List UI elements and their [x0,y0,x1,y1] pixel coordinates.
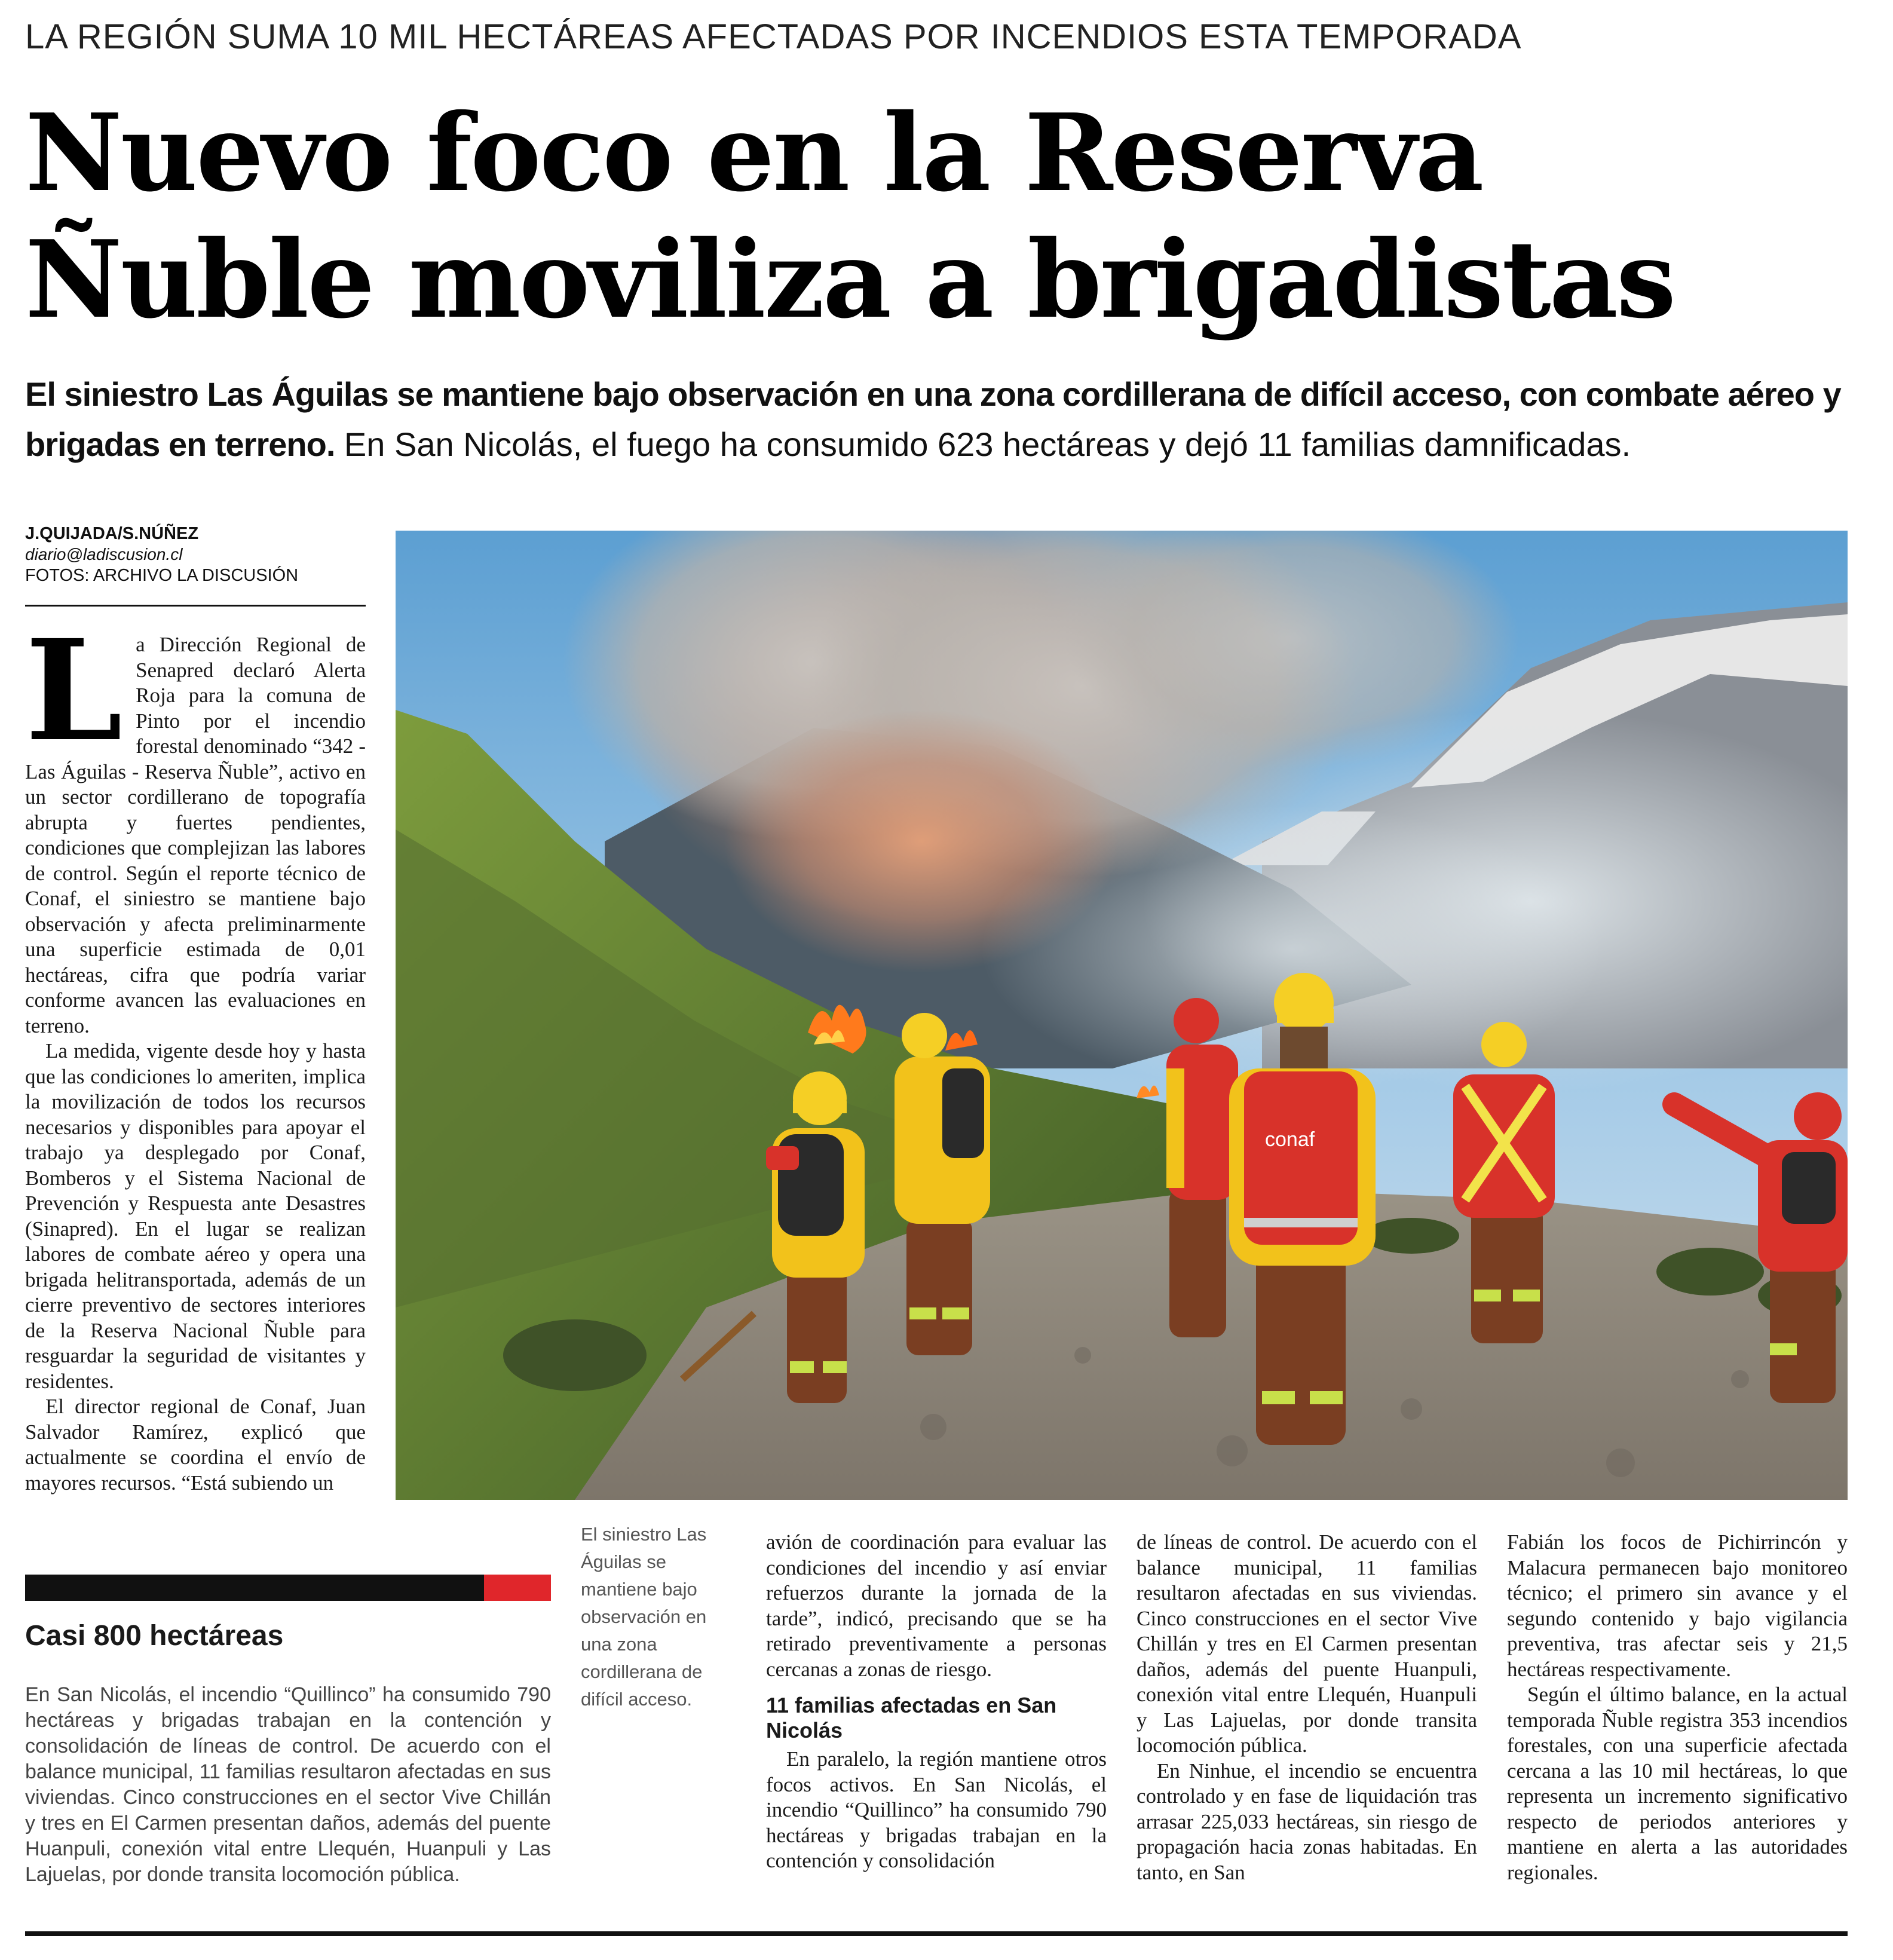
article-column-4 [1507,1530,1848,1885]
byline-authors: J.QUIJADA/S.NÚÑEZ [25,524,199,543]
drop-cap: L [25,609,123,772]
vest-logo: conaf [1265,1128,1315,1151]
photo-caption: El siniestro Las Águilas se mantiene bajo observación en una zona cordillerana de difícil acceso. [581,1524,707,1710]
paragraph-1: La Dirección Regional de Senapred declaró Alerta Roja para la comuna de Pinto por el incendio forestal denominado “342 - Las Águilas - Reserva Ñuble”, activo en un sector cordillerano de topografía abrupta y fuertes pendientes, condiciones que complejizan las labores de control. Según el reporte técnico de Conaf, el siniestro se mantiene bajo observación y afecta preliminarmente una superficie estimada de 0,01 hectáreas, cifra que podría variar conforme avancen las evaluaciones en terreno. [25,609,366,1037]
headline [25,90,1877,343]
byline-photo-credit: FOTOS: ARCHIVO LA DISCUSIÓN [25,566,299,585]
sidebar-text: En San Nicolás, el incendio “Quillinco” ha consumido 790 hectáreas y brigadas trabajan en la contención y consolidación de líneas de control. De acuerdo con el balance municipal, 11 familias resultaron afectadas en sus viviendas. Cinco construcciones en el sector Vive Chillán y tres en El Carmen presentan daños, además del puente Huanpuli, conexión vital entre Llequén, Huanpuli y Las Lajuelas, por donde transita locomoción pública. [25,1683,551,1886]
paragraph-9: Según el último balance, en la actual temporada Ñuble registra 353 incendios forestales, con una superficie afectada cercana a las 10 mil hectáreas, lo que representa un incremento significativo respecto de periodos anteriores y mantiene en alerta a las autoridades regionales. [1507,1683,1848,1884]
byline-rule [25,605,366,607]
subheading: 11 familias afectadas en San Nicolás [766,1693,1057,1742]
paragraph-2: La medida, vigente desde hoy y hasta que las condiciones lo ameriten, implica la movilización de todos los recursos necesarios y disponibles para apoyar el trabajo ya desplegado por Conaf, Bomberos y el Sistema Nacional de Prevención y Respuesta ante Desastres (Sinapred). En el lugar se realizan labores de combate aéreo y opera una brigada helitransportada, además de un cierre preventivo de sectores interiores de la Reserva Nacional Ñuble para resguardar la seguridad de visitantes y residentes. [25,1039,366,1393]
paragraph-5: En paralelo, la región mantiene otros focos activos. En San Nicolás, el incendio “Quillinco” ha consumido 790 hectáreas y brigadas trabajan en la contención y consolidación [766,1747,1107,1872]
kicker: LA REGIÓN SUMA 10 MIL HECTÁREAS AFECTADAS POR INCENDIOS ESTA TEMPORADA [25,17,1522,56]
article-column-1 [25,609,366,1496]
paragraph-7: En Ninhue, el incendio se encuentra controlado y en fase de liquidación tras arrasar 225,033 hectáreas, sin riesgo de propagación hacia zonas habitadas. En tanto, en San [1137,1759,1477,1884]
paragraph-6: de líneas de control. De acuerdo con el balance municipal, 11 familias resultaron afectadas en sus viviendas. Cinco construcciones en el sector Vive Chillán y tres en El Carmen presentan daños, además del puente Huanpuli, conexión vital entre Llequén, Huanpuli y Las Lajuelas, por donde transita locomoción pública. [1137,1530,1477,1757]
deck-bold: El siniestro Las Águilas se mantiene bajo observación en una zona cordillerana de difícil acceso, con combate aéreo y brigadas en terreno. [25,375,1841,463]
sidebar-title: Casi 800 hectáreas [25,1620,284,1652]
article-column-2 [766,1530,1107,1874]
article-column-3 [1137,1530,1477,1885]
wildfire-photo [396,531,1848,1500]
headline-line-2: Ñuble moviliza a brigadistas [25,217,1675,342]
byline-email: diario@ladiscusion.cl [25,545,183,564]
deck-rest: En San Nicolás, el fuego ha consumido 623 hectáreas y dejó 11 familias damnificadas. [335,425,1631,463]
sidebar-bar-black [25,1575,484,1601]
sidebar-bar [25,1575,551,1601]
paragraph-3: El director regional de Conaf, Juan Salvador Ramírez, explicó que actualmente se coordina el envío de mayores recursos. “Está subiendo un [25,1395,366,1494]
headline-line-1: Nuevo foco en la Reserva [25,90,1482,215]
paragraph-4: avión de coordinación para evaluar las condiciones del incendio y así enviar refuerzos durante la jornada de la tarde”, indicó, precisando que se ha retirado preventivamente a personas cercanas a zonas de riesgo. [766,1530,1107,1681]
byline [25,523,366,586]
bottom-rule [25,1931,1848,1936]
sidebar-bar-red [484,1575,551,1601]
paragraph-8: Fabián los focos de Pichirrincón y Malacura permanecen bajo monitoreo técnico; el primero sin avance y el segundo contenido y bajo vigilancia preventiva, tras afectar seis y 21,5 hectáreas respectivamente. [1507,1530,1848,1681]
deck [25,369,1866,470]
